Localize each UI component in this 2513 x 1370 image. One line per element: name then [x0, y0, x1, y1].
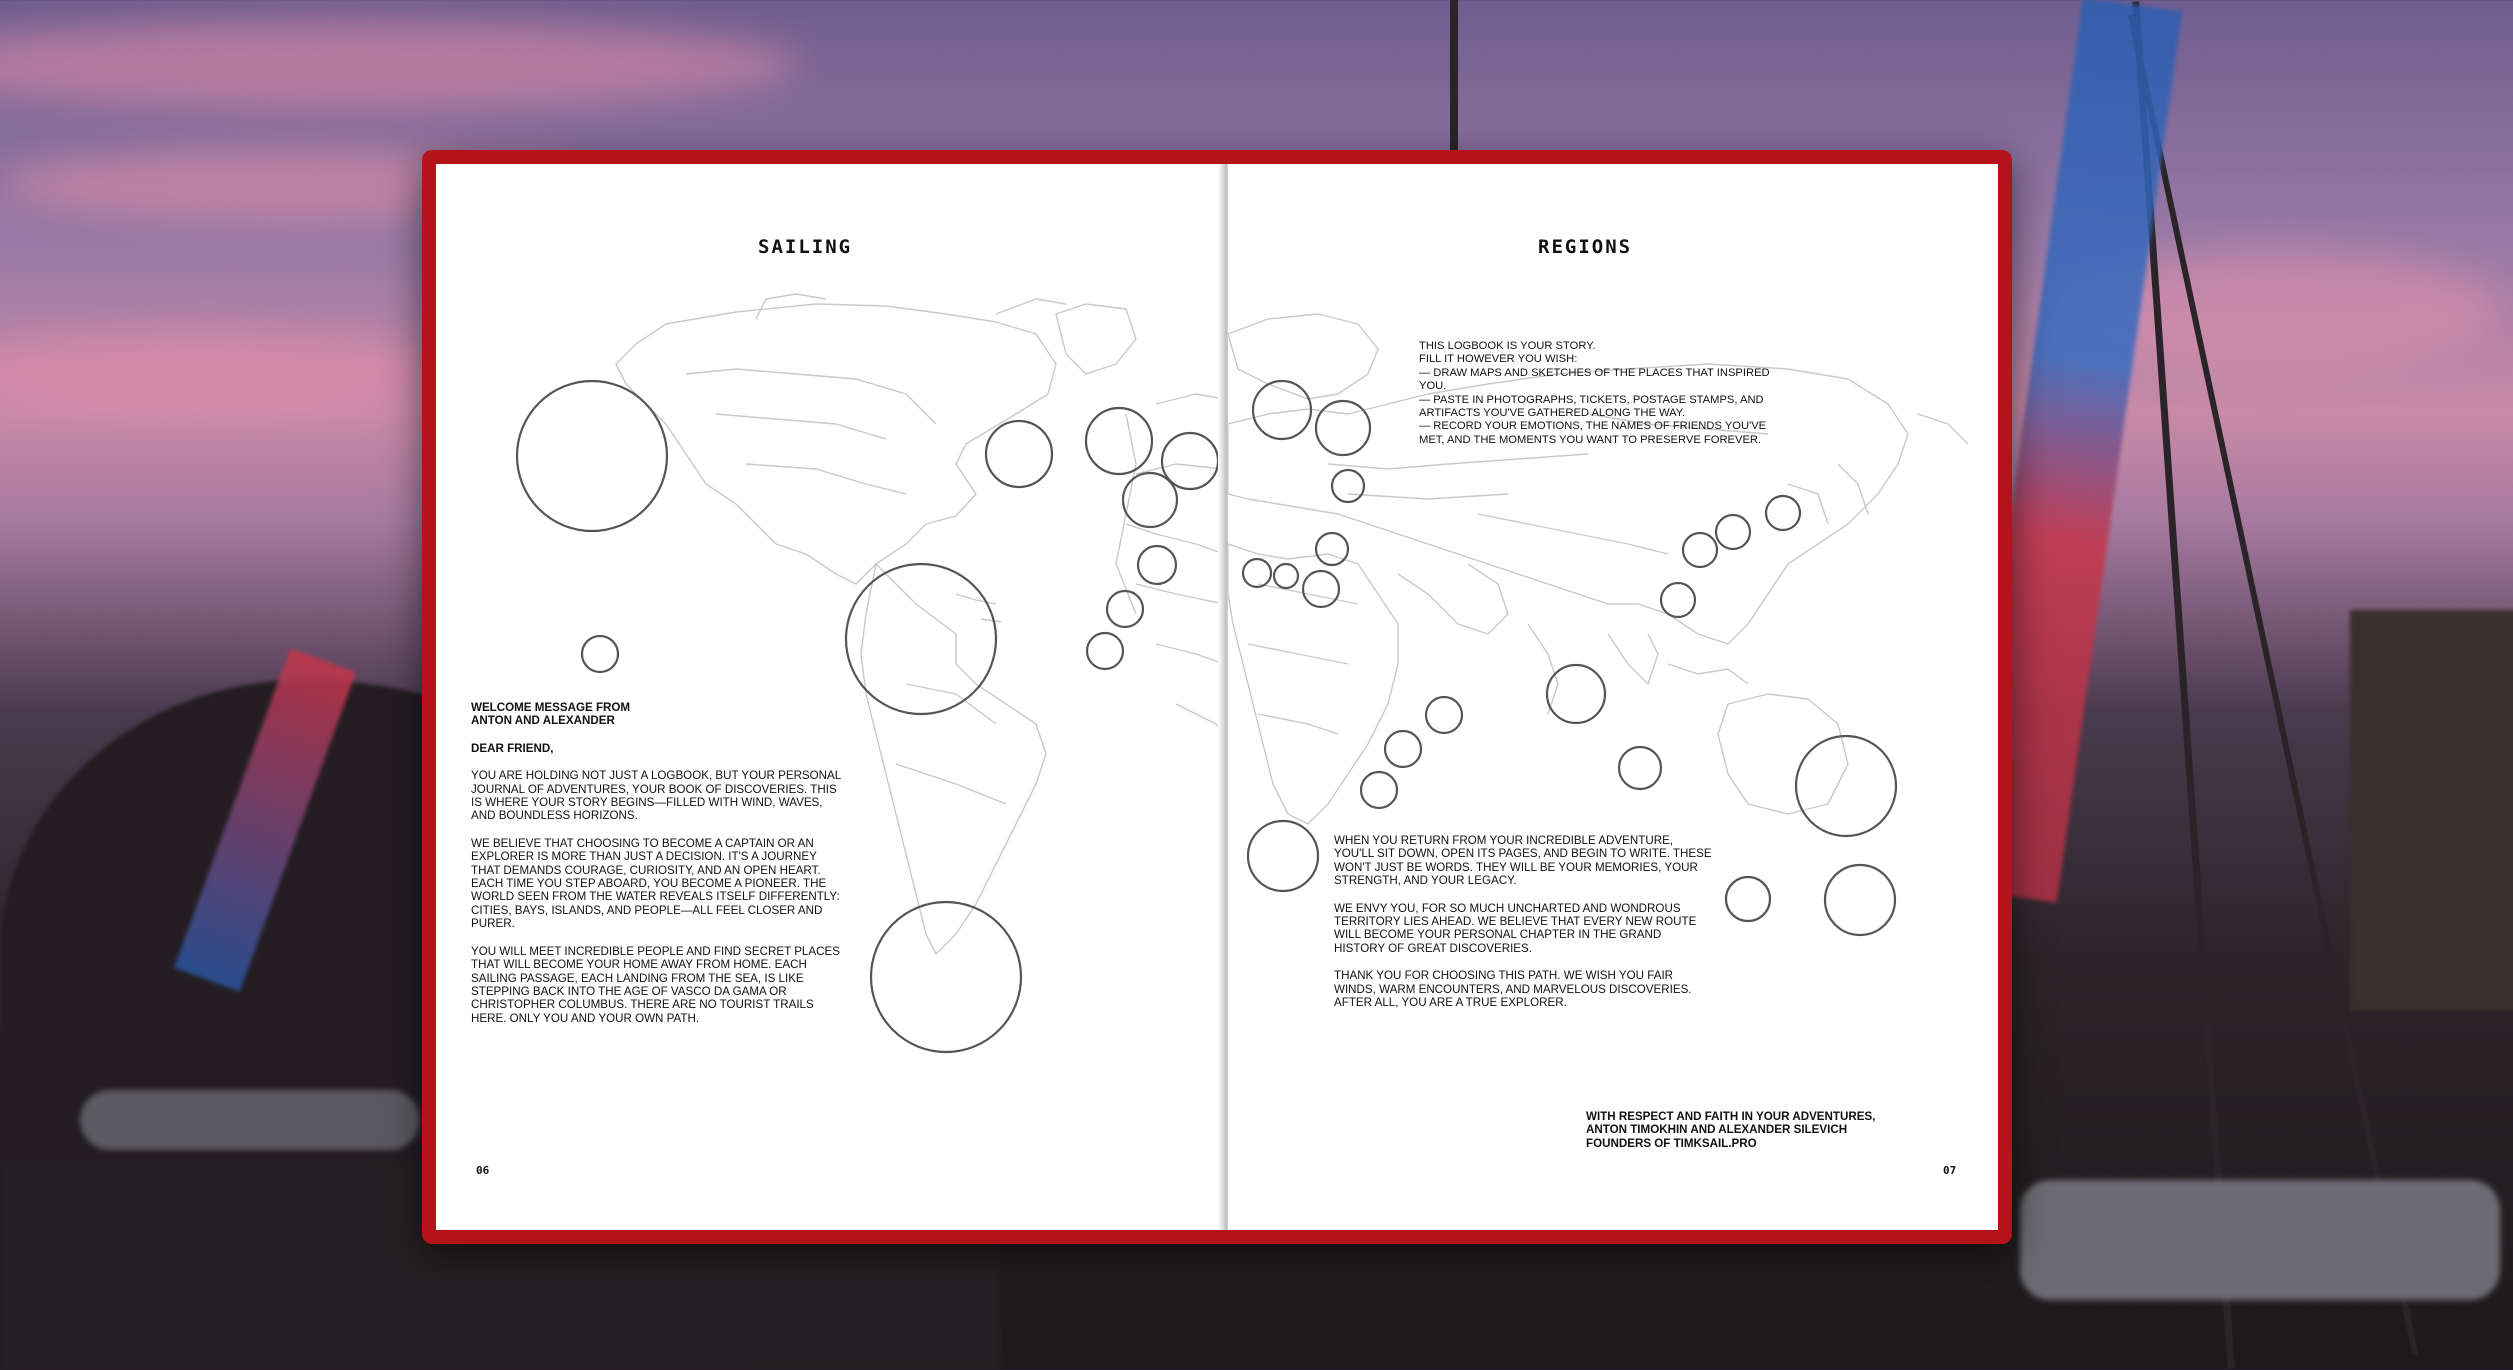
region-circle-japan [1683, 533, 1717, 567]
region-circle-caribbean [846, 564, 996, 714]
greeting: DEAR FRIEND, [471, 741, 554, 755]
region-circle-black-sea [1332, 470, 1364, 502]
right-page [1228, 164, 1998, 1230]
paragraph: WE ENVY YOU, FOR SO MUCH UNCHARTED AND WONDROUS TERRITORY LIES AHEAD. WE BELIEVE THAT EVERY NEW ROUTE WILL BECOME YOUR PERSONAL CHAPTER IN THE GRAND HISTORY OF GREAT DISCOVERIES. [1334, 901, 1697, 955]
region-circle-greenland [1086, 408, 1152, 474]
region-circle-croatia [1316, 533, 1348, 565]
paragraph: YOU ARE HOLDING NOT JUST A LOGBOOK, BUT YOUR PERSONAL JOURNAL OF ADVENTURES, YOUR BOOK OF DISCOVERIES. THIS IS WHERE YOUR STORY BEGINS—FILLED WITH WIND, WAVES, AND BOUNDLESS HORIZONS. [471, 769, 841, 823]
region-circle-maldives [1426, 697, 1462, 733]
region-circle-new-zealand [1825, 865, 1895, 935]
signature-line: ANTON TIMOKHIN AND ALEXANDER SILEVICH [1586, 1123, 1848, 1137]
intro-line: THIS LOGBOOK IS YOUR STORY. [1419, 340, 1596, 352]
world-map-west [436, 164, 1224, 1230]
region-circle-indonesia [1619, 747, 1661, 789]
region-circle-greece [1303, 571, 1339, 607]
region-circle-patagonia [871, 902, 1021, 1052]
region-circle-spain [1243, 559, 1271, 587]
region-circle-canada-east [986, 421, 1052, 487]
paragraph: WE BELIEVE THAT CHOOSING TO BECOME A CAPTAIN OR AN EXPLORER IS MORE THAN JUST A DECISION. IT'S A JOURNEY THAT DEMANDS COURAGE, CURIOSITY, AND AN OPEN HEART. EACH TIME YOU STEP ABOARD, YOU BECOME A PIONEER. THE WORLD SEEN FROM THE WATER REVEALS ITSELF DIFFERENTLY: CITIES, BAYS, ISLANDS, AND PEOPLE—ALL FEEL CLOSER AND PURER. [471, 836, 840, 931]
region-circle-korea [1716, 515, 1750, 549]
page-number: 06 [476, 1164, 490, 1177]
region-circle-baltic [1316, 401, 1370, 455]
region-circle-south-africa [1248, 821, 1318, 891]
page-title: SAILING [758, 236, 853, 258]
region-circle-seychelles [1385, 731, 1421, 767]
region-circle-hawaii [582, 636, 618, 672]
intro-line: — RECORD YOUR EMOTIONS, THE NAMES OF FRIENDS YOU'VE MET, AND THE MOMENTS YOU WANT TO PRESERVE FOREVER. [1419, 420, 1767, 446]
closing-text [1334, 834, 1714, 1023]
region-circle-alaska [517, 381, 667, 531]
page-number: 07 [1943, 1164, 1957, 1177]
region-circle-iceland [1162, 433, 1218, 489]
left-page [436, 164, 1224, 1230]
region-circle-tasmania [1726, 877, 1770, 921]
page-title: REGIONS [1538, 236, 1633, 258]
logbook-spread [422, 150, 2012, 1244]
welcome-text [471, 701, 841, 1039]
welcome-heading-line-2: ANTON AND ALEXANDER [471, 714, 615, 728]
intro-text [1419, 340, 1789, 447]
signature-line: FOUNDERS OF TIMKSAIL.PRO [1586, 1136, 1757, 1150]
intro-line: — PASTE IN PHOTOGRAPHS, TICKETS, POSTAGE STAMPS, AND ARTIFACTS YOU'VE GATHERED ALONG THE WAY. [1419, 393, 1764, 420]
region-circle-italy [1274, 564, 1298, 588]
paragraph: WHEN YOU RETURN FROM YOUR INCREDIBLE ADVENTURE, YOU'LL SIT DOWN, OPEN ITS PAGES, AND BEGIN TO WRITE. THESE WON'T JUST BE WORDS. THEY WILL BE YOUR MEMORIES, YOUR STRENGTH, AND YOUR LEGACY. [1334, 834, 1712, 888]
intro-line: — DRAW MAPS AND SKETCHES OF THE PLACES THAT INSPIRED YOU. [1419, 366, 1770, 393]
intro-line: FILL IT HOWEVER YOU WISH: [1419, 353, 1578, 366]
signature [1586, 1110, 1926, 1150]
welcome-heading-line-1: WELCOME MESSAGE FROM [471, 701, 631, 714]
paragraph: YOU WILL MEET INCREDIBLE PEOPLE AND FIND SECRET PLACES THAT WILL BECOME YOUR HOME AWAY FROM HOME. EACH SAILING PASSAGE, EACH LANDING FROM THE SEA, IS LIKE STEPPING BACK INTO THE AGE OF VASCO DA GAMA OR CHRISTOPHER COLUMBUS. THERE ARE NO TOURIST TRAILS HERE. ONLY YOU AND YOUR OWN PATH. [471, 944, 840, 1025]
region-circle-cape-verde [1087, 633, 1123, 669]
region-circle-australia-east [1796, 736, 1896, 836]
region-circle-madagascar [1361, 772, 1397, 808]
paragraph: THANK YOU FOR CHOOSING THIS PATH. WE WISH YOU FAIR WINDS, WARM ENCOUNTERS, AND MARVELOUS DISCOVERIES. AFTER ALL, YOU ARE A TRUE EXPLORER. [1334, 969, 1692, 1010]
region-circle-canaries [1107, 591, 1143, 627]
region-circle-uk [1123, 473, 1177, 527]
region-circle-kamchatka [1766, 496, 1800, 530]
world-map-east [1228, 164, 1998, 1230]
region-circle-biscay [1138, 546, 1176, 584]
signature-line: WITH RESPECT AND FAITH IN YOUR ADVENTURES, [1586, 1110, 1876, 1123]
region-circle-china-sea [1661, 583, 1695, 617]
region-circle-thailand [1547, 665, 1605, 723]
